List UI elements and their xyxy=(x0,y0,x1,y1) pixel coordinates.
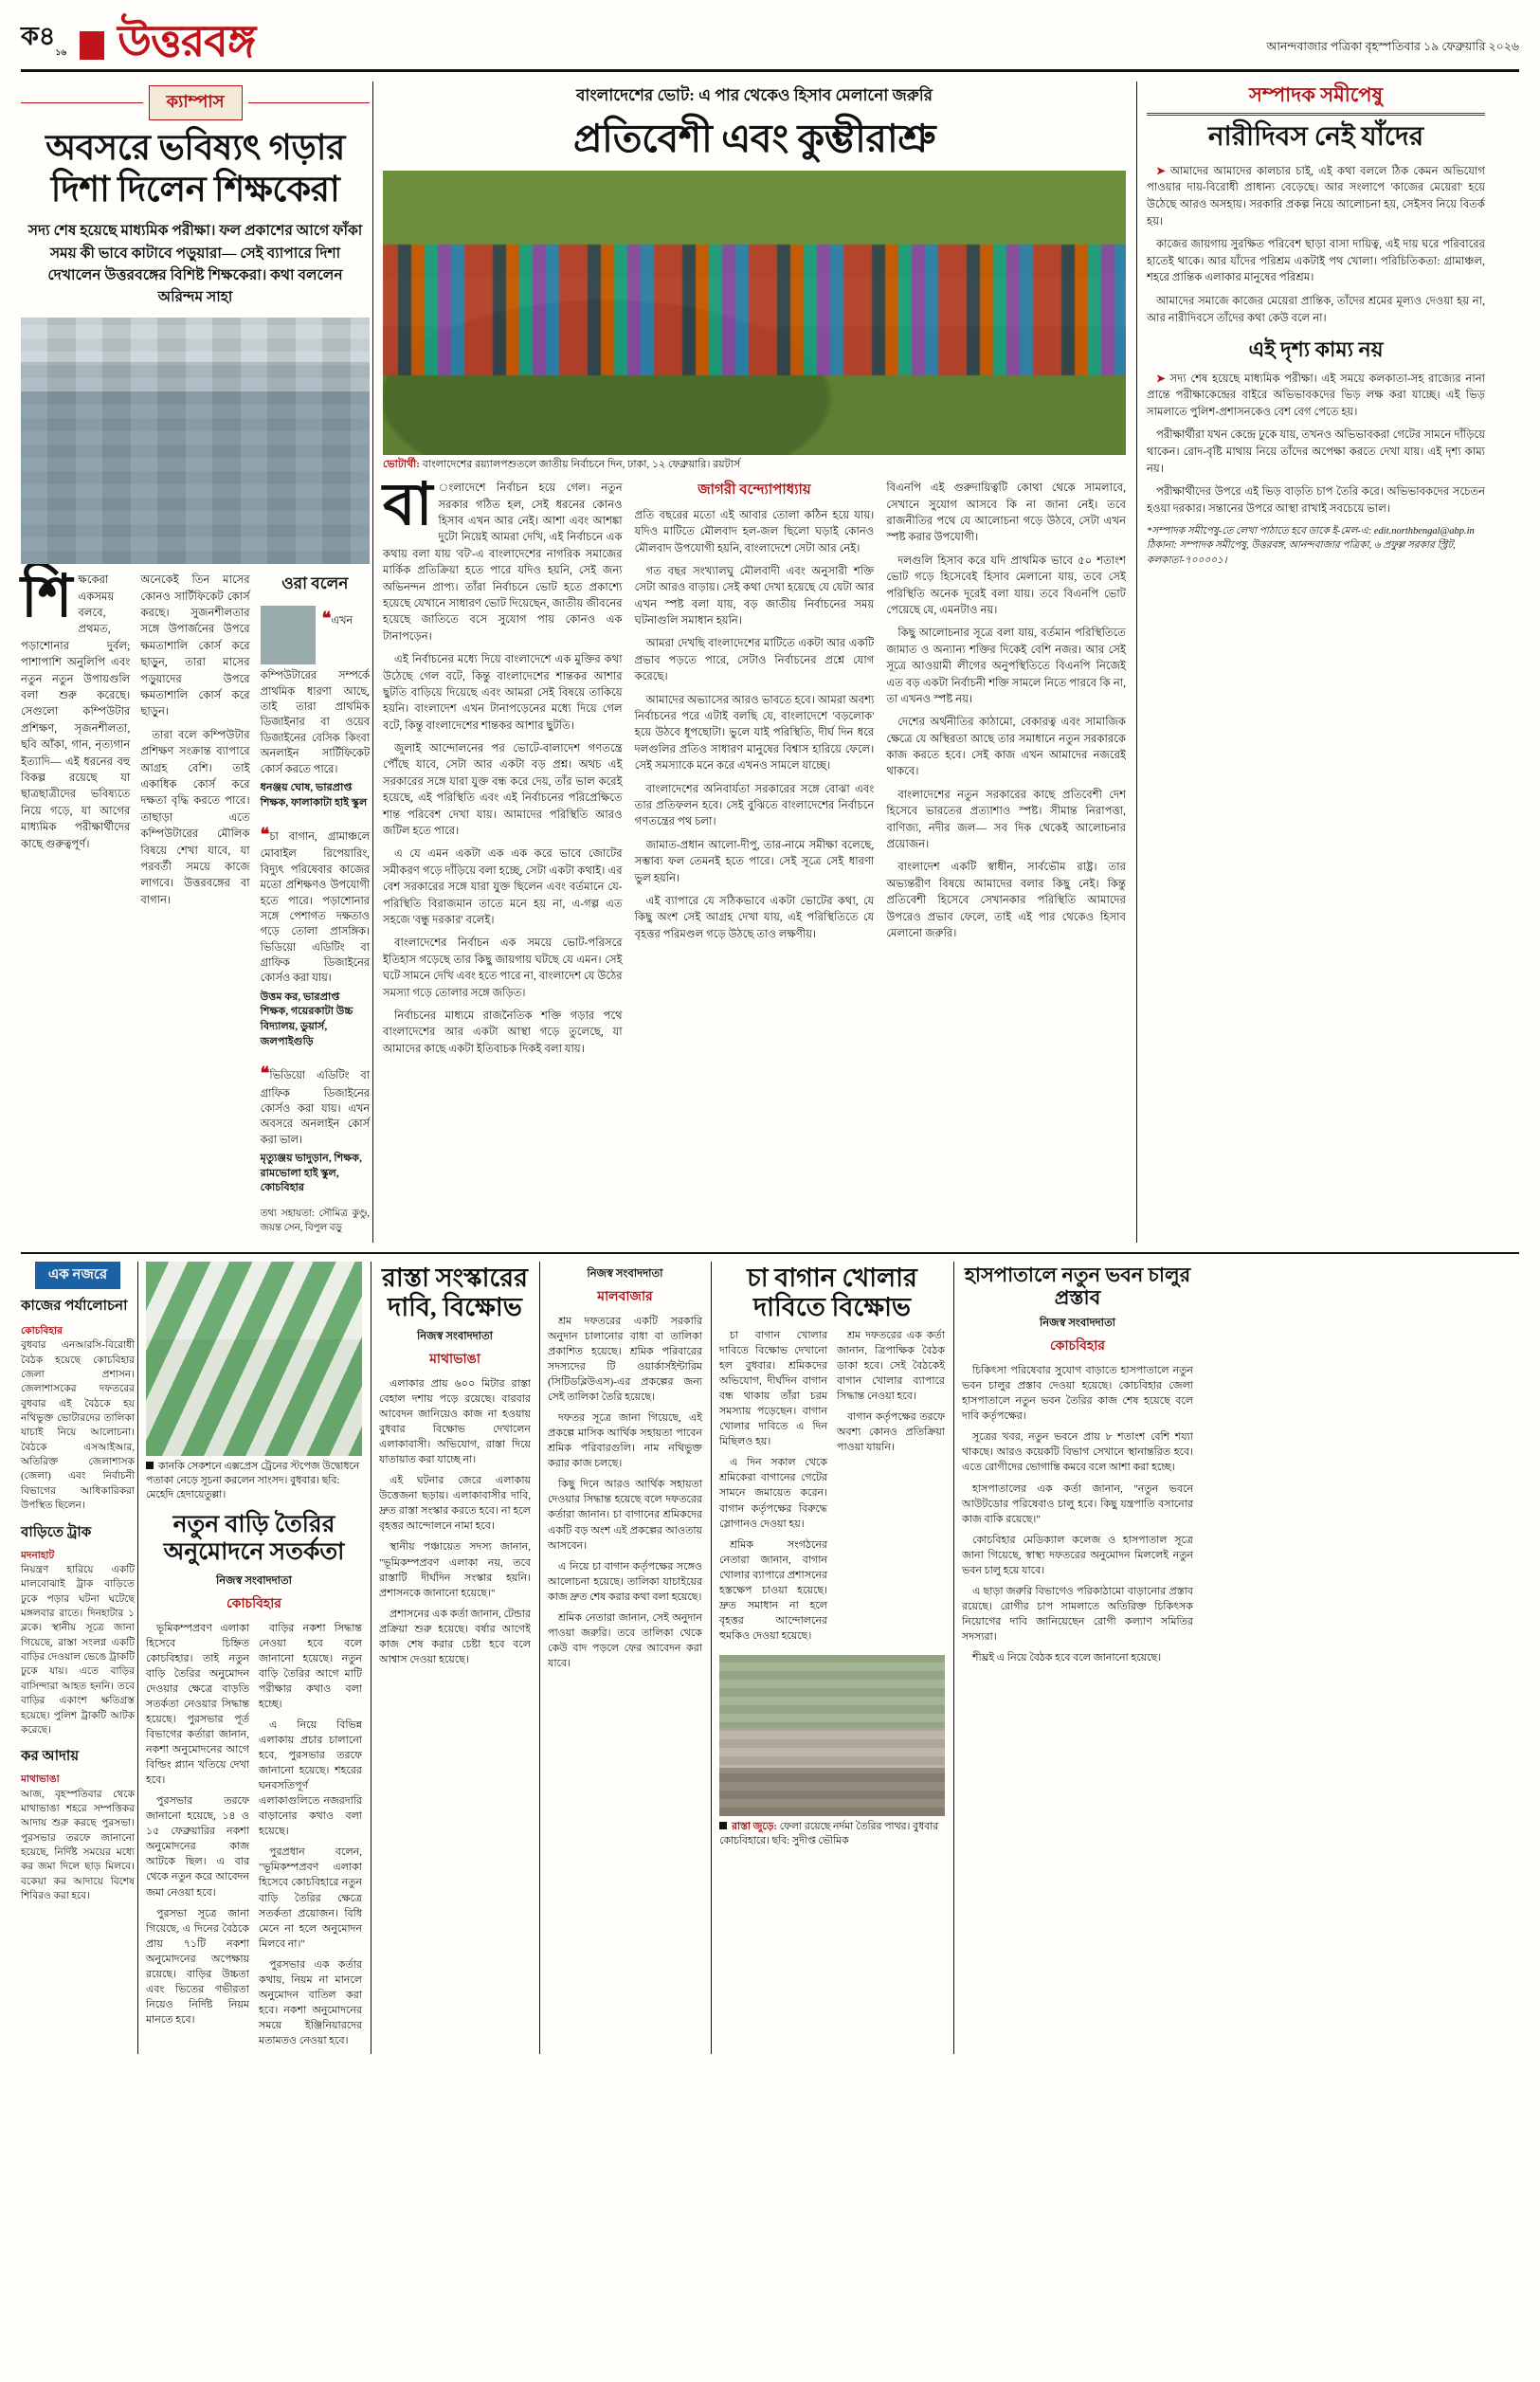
paragraph: এ দিন সকাল থেকে শ্রমিকেরা বাগানের গেটের সামনে জমায়েত করেন। বাগান কর্তৃপক্ষের বিরুদ্ধে স্লোগানও দেওয়া হয়। xyxy=(719,1457,827,1530)
lead-body-col1 xyxy=(383,473,623,1064)
paragraph: পুরসভা সূত্রে জানা গিয়েছে, এ দিনের বৈঠকে প্রায় ৭১টি নকশা অনুমোদনের অপেক্ষায় রয়েছে। বাড়ির উচ্চতা এবং ভিতের গভীরতা নিয়েও নির্দিষ্ট নিয়ম মানতে হবে। xyxy=(146,1907,249,2026)
arrow-icon: ➤ xyxy=(1156,372,1166,385)
campus-paragraph: অনেকেই তিন মাসের কোনও সার্টিফিকেট কোর্স করছে। সুজনশীলতার সঙ্গে উপার্জনের উপরে ক্ষমতাশালি কোর্স করে ছাড়ুন, তারা মাসের পড়ুয়াদের উপরে ক্ষমতাশালি কোর্স করে ছাড়ুন। xyxy=(140,573,250,718)
campus-paragraph: তারা বলে কম্পিউটার প্রশিক্ষণ সংক্রান্ত ব্যাপারে আগ্রহ বেশি। তাই একাধিক কোর্স করে দক্ষতা বৃদ্ধি করতে পারে। তাছাড়া এতে কম্পিউটারের মৌলিক বিষয়ে শেখা যাবে, যা পরবর্তী সময়ে কাজে লাগবে। উত্তরবঙ্গের বা বাগান। xyxy=(140,728,250,906)
dateline-location: মাথাভাঙা xyxy=(429,1352,480,1367)
paragraph: চা বাগান খোলার দাবিতে বিক্ষোভ দেখানো হল বুধবার। শ্রমিকদের অভিযোগ, দীর্ঘদিন বাগান বন্ধ থাকায় তাঁরা চরম সমস্যায় পড়েছেন। বাগান খোলার দাবিতে এ দিন মিছিলও হয়। xyxy=(719,1329,827,1448)
lead-article xyxy=(375,82,1133,1243)
brief-location: মদনাহাট xyxy=(21,1550,55,1561)
campus-paragraph-text: ক্ষকেরা একসময় বলবে, প্রথমত, পড়াশোনার দুর্বল; পাশাপাশি অনুলিপি এবং নতুন নতুন উপায়গুলি বলা শুরু করেছে। সেগুলো কম্পিউটার প্রশিক্ষণ, সৃজনশীলতা, ছবি আঁকা, গান, নৃত্যগান ইত্যাদি— এই ধরনের বহু বিকল্প রয়েছে যা ছাত্রছাত্রীদের ভবিষ্যতে নিয়ে গড়ে, যা আগের মাধ্যমিক পরীক্ষার্থীদের কাছে গুরুত্বপূর্ণ। xyxy=(21,573,131,850)
new-house-body-col2 xyxy=(259,1621,362,2054)
campus-headline: অবসরে ভবিষ্যৎ গড়ার দিশা দিলেন শিক্ষকেরা xyxy=(45,129,345,209)
dateline-location: মালবাজার xyxy=(597,1289,653,1304)
letter-body xyxy=(1147,163,1485,326)
quote-attribution: ধনঞ্জয় ঘোষ, ভারপ্রাপ্ত শিক্ষক, ফালাকাটা হাই স্কুল xyxy=(260,781,368,809)
lead-byline: জাগরী বন্দ্যোপাধ্যায় xyxy=(698,482,811,499)
editorial-letters xyxy=(1139,82,1485,1243)
letter-paragraph-text: আমাদের আমাদের কালচার চাই, এই কথা বললে ঠিক কেমন অভিযোগ পাওয়ার দায়-বিরোধী প্রাধান্য বেড়েছে। আর সংলাপে 'কাজের মেয়েরা' হয়ে উঠেছে আরও অসহায়। সরকারি প্রকল্প নিয়ে আলোচনা হয়, সেইসব নিয়ে বিতর্ক হয়। xyxy=(1147,164,1485,227)
letters-section-title: সম্পাদক সমীপেষু xyxy=(1248,83,1384,106)
page-number xyxy=(21,17,66,65)
masthead-date-line: আনন্দবাজার পত্রিকা বৃহস্পতিবার ১৯ ফেব্রুয়ারি ২০২৬ xyxy=(1266,40,1519,53)
byline-self-correspondent: নিজস্ব সংবাদদাতা xyxy=(587,1267,663,1280)
paragraph: শ্রম দফতরের এক কর্তা জানান, ত্রিপাক্ষিক বৈঠক ডাকা হবে। সেই বৈঠকেই বাগান খোলার ব্যাপারে সিদ্ধান্ত নেওয়া হবে। xyxy=(837,1329,945,1403)
paragraph: কিছু দিনে আরও আর্থিক সহায়তা দেওয়ার সিদ্ধান্ত হয়েছে বলে দফতরের কর্তারা জানান। চা বাগানের শ্রমিকদের একটি বড় অংশ এই প্রকল্পের আওতায় আসবেন। xyxy=(548,1479,702,1552)
briefs-column xyxy=(21,1262,135,2054)
lead-paragraph: আমাদের অভ্যাসের আরও ভাবতে হবে। আমরা অবশ্য নির্বাচনের পরে এটাই বলছি যে, বাংলাদেশে 'বড়লোক' হয়ে উঠবে ধূপছোটা। ভুলে যাই পরিস্থিতি, দীর্ঘ দিন ধরে দলগুলির প্রতিও সাধারণ মানুষের বিশ্বাস হারিয়ে ফেলে। সেই সমস্যাকে মনে করে এখনও সামলে যাচ্ছে। xyxy=(634,693,875,773)
brief-text: বুধবার এনআরসি-বিরোধী বৈঠক হয়েছে কোচবিহার জেলা প্রশাসন। জেলাশাসকের দফতরের বুধবার এই বৈঠকে হয় নথিভুক্ত ভোটারদের তালিকা যাচাই নিয়ে আলোচনা। বৈঠকে এসআইআর, অতিরিক্ত জেলাশাসক (জেলা) এবং নির্বাচনী বিভাগের আধিকারিকরা উপস্থিত ছিলেন। xyxy=(21,1340,135,1512)
paragraph: কোচবিহার মেডিক্যাল কলেজ ও হাসপাতাল সূত্রে জানা গিয়েছে, স্বাস্থ্য দফতরের অনুমোদন মিললেই নতুন ভবন চালু হয়ে যাবে। xyxy=(962,1534,1193,1576)
quote-item xyxy=(261,606,370,810)
lead-headline: প্রতিবেশী এবং কুম্ভীরাশ্রু xyxy=(572,117,936,160)
caption-label: ভোটার্থী: xyxy=(383,459,420,471)
lead-dropcap: বা xyxy=(383,473,433,538)
lead-paragraph: বাংলাদেশ একটি স্বাধীন, সার্বভৌম রাষ্ট্র। তার অভ্যন্তরীণ বিষয়ে আমাদের বলার কিছু নেই। কিন্তু প্রতিবেশী হিসেবে সেখানকার পরিস্থিতি আমাদের উপরেও প্রভাব ফেলে, তাই এই পার থেকেও হিসাব মেলানো জরুরি। xyxy=(886,861,1126,939)
tea-headline: চা বাগান খোলার দাবিতে বিক্ষোভ xyxy=(747,1263,917,1321)
quote-item xyxy=(261,822,370,1049)
lead-paragraph: প্রতি বছরের মতো এই আবার তোলা কঠিন হয়ে যায়। যদিও মাটিতে মৌলবাদ হল-জল ছিলো ঘড়াই কোনও মৌলবাদ উপযোগী হয়নি, বাংলাদেশে সেটা আর নেই। xyxy=(634,508,875,555)
lead-paragraph: কিছু আলোচনার সূত্রে বলা যায়, বর্তমান পরিস্থিতিতে জামাত ও অন্যান্য শক্তির দিকেই বেশি নজর। আর সেই সূত্রে আওয়ামী লীগের অনুপস্থিতিতে বিএনপি নিজেই এত বড় একটা নির্বাচনী শক্তি সামলে নিতে পারবে কি না, তা এখনও স্পষ্ট নয়। xyxy=(886,627,1126,705)
tea-body-col1 xyxy=(719,1328,827,1649)
column-divider xyxy=(953,1262,954,2054)
letter-headline: নারীদিবস নেই যাঁদের xyxy=(1207,122,1424,153)
paragraph: শীঘ্রই এ নিয়ে বৈঠক হবে বলে জানানো হয়েছে। xyxy=(972,1651,1162,1664)
campus-photo xyxy=(21,318,370,564)
briefs-ribbon xyxy=(21,1262,135,1289)
paragraph: সূত্রের খবর, নতুন ভবনে প্রায় ৮ শতাংশ বেশি শয্যা থাকছে। আরও কয়েকটি বিভাগ সেখানে স্থানান্তরিত হবে। এতে রোগীদের ভোগান্তি কমবে বলে আশা করা হচ্ছে। xyxy=(962,1431,1193,1474)
paragraph: শ্রমিক সংগঠনের নেতারা জানান, বাগান খোলার ব্যাপারে প্রশাসনের হস্তক্ষেপ চাওয়া হয়েছে। দ্রুত সমাধান না হলে বৃহত্তর আন্দোলনের হুমকিও দেওয়া হয়েছে। xyxy=(719,1538,827,1642)
campus-dropcap: শি xyxy=(21,565,73,630)
paragraph: দফতর সূত্রে জানা গিয়েছে, এই প্রকল্পে মাসিক আর্থিক সহায়তা পাবেন শ্রমিক পরিবারগুলি। নাম নথিভুক্ত করার কাজ চলছে। xyxy=(548,1412,702,1470)
brief-text: আজ, বৃহস্পতিবার থেকে মাথাভাঙা শহরে সম্পত্তিকর আদায় শুরু করছে পুরসভা। পুরসভার তরফে জানানো হয়েছে, নির্দিষ্ট সময়ের মধ্যে কর জমা দিলে ছাড় মিলবে। বকেয়া কর আদায়ে বিশেষ শিবিরও করা হবে। xyxy=(21,1789,135,1902)
brief-item xyxy=(21,1773,135,1903)
section-divider xyxy=(21,1252,1519,1254)
lead-kicker: বাংলাদেশের ভোট: এ পার থেকেও হিসাব মেলানো জরুরি xyxy=(575,86,933,104)
malbazar-article xyxy=(542,1262,708,2054)
new-house-headline: নতুন বাড়ি তৈরির অনুমোদনে সতর্কতা xyxy=(163,1512,345,1565)
letter-body-2 xyxy=(1147,371,1485,518)
lead-paragraph: নির্বাচনের মাধ্যমে রাজনৈতিক শক্তি গড়ার পথে বাংলাদেশের আর একটা আস্থা গড়ে তুলেছে, যা আমাদের কাছে একটা ইতিবাচক দিকই বলা যায়। xyxy=(383,1009,623,1055)
quote-mark-icon: ❝ xyxy=(321,609,332,628)
lead-body-col2 xyxy=(635,480,875,1064)
letters-contact-note: *সম্পাদক সমীপেষু-তে লেখা পাঠাতে হবে ডাকে ই-মেল-এ: edit.northbengal@abp.in ঠিকানা: সম্পাদক সমীপেষু, উত্তরবঙ্গ, আনন্দবাজার পত্রিকা, ৬ প্রফুল্ল সরকার স্ট্রিট, কলকাতা-৭০০০০১। xyxy=(1147,525,1475,567)
page-number-text: ক৪ xyxy=(21,22,56,50)
quote-body: চা বাগান, গ্রামাঞ্চলে মোবাইল রিপেয়ারিং, বিদ্যুৎ পরিষেবার কাজের মতো প্রশিক্ষণও উপযোগী হতে পারে। পড়াশোনার সঙ্গে পেশাগত দক্ষতাও গড়ে তোলা প্রাসঙ্গিক। ভিডিয়ো এডিটিং বা গ্রাফিক ডিজাইনের কোর্সও করা যায়। xyxy=(260,831,370,985)
briefs-title: কাজের পর্যালোচনা xyxy=(21,1298,128,1314)
paragraph: পুরসভার এক কর্তার কথায়, নিয়ম না মানলে অনুমোদন বাতিল করা হবে। নকশা অনুমোদনের সময়ে ইঞ্জিনিয়ারদের মতামতও নেওয়া হবে। xyxy=(259,1958,362,2046)
column-divider xyxy=(711,1262,712,2054)
road-photo-caption xyxy=(719,1820,945,1848)
quote-item xyxy=(261,1061,370,1196)
letter-paragraph-text: সদ্য শেষ হয়েছে মাধ্যমিক পরীক্ষা। এই সময়ে কলকাতা-সহ রাজ্যের নানা প্রান্তে পরীক্ষাকেন্দ্রের বাইরে অভিভাবকদের ভিড় লক্ষ করা যাচ্ছে। এই ভিড় সামলাতে পুলিশ-প্রশাসনকেও বেশ বেগ পেতে হয়। xyxy=(1147,372,1486,418)
letter-paragraph: আমাদের সমাজে কাজের মেয়েরা প্রান্তিক, তাঁদের শ্রমের মূল্যও দেওয়া হয় না, আর নারীদিবসে তাঁদের কথা কেউ বলে না। xyxy=(1147,295,1485,324)
brief-location: মাথাভাঙা xyxy=(21,1774,60,1786)
lead-photo-caption xyxy=(383,458,1126,472)
quote-body: ভিডিয়ো এডিটিং বা গ্রাফিক ডিজাইনের কোর্সও করা যায়। এখন অবসরে অনলাইন কোর্স করা ভাল। xyxy=(260,1070,370,1146)
caption-text: ফেলা রয়েছে নর্দমা তৈরির পাথর। বুধবার কোচবিহারে। ছবি: সুদীপ্ত ভৌমিক xyxy=(719,1820,939,1847)
brief-item xyxy=(21,1549,135,1738)
brief-heading: কর আদায় xyxy=(21,1749,80,1765)
campus-ribbon-label: ক্যাম্পাস xyxy=(149,85,243,120)
paragraph: প্রশাসনের এক কর্তা জানান, টেন্ডার প্রক্রিয়া শুরু হয়েছে। বর্ষার আগেই কাজ শেষ করার চেষ্টা হবে বলে আশ্বাস দেওয়া হয়েছে। xyxy=(379,1608,531,1665)
dateline-location: কোচবিহার xyxy=(1049,1339,1105,1355)
caption-text: কানকি সেকশনে এক্সপ্রেস ট্রেনের স্টপেজ উদ্বোধনে পতাকা নেড়ে সূচনা করলেন সাংসদ। বুধবার। ছবি: মেহেদি হেদায়েতুল্লা। xyxy=(146,1460,360,1501)
road-headline: রাস্তা সংস্কারের দাবি, বিক্ষোভ xyxy=(382,1263,528,1321)
letters-divider xyxy=(1147,113,1485,116)
brief-heading: বাড়িতে ট্রাক xyxy=(21,1524,92,1540)
paragraph: বাড়ির নকশা সিদ্ধান্ত নেওয়া হবে বলে জানানো হয়েছে। নতুন বাড়ি তৈরির আগে মাটি পরীক্ষার কথাও বলা হচ্ছে। xyxy=(259,1622,362,1710)
byline-self-correspondent: নিজস্ব সংবাদদাতা xyxy=(1040,1318,1115,1330)
tea-body-col2 xyxy=(837,1328,945,1649)
tea-garden-article xyxy=(714,1262,951,2054)
quote-attribution: মৃত্যুঞ্জয় ভাদুড়ান, শিক্ষক, রামভোলা হাই স্কুল, কোচবিহার xyxy=(260,1153,362,1194)
quote-credits: তথ্য সহায়তা: সৌমিত্র কুণ্ডু, জয়ন্ত সেন, বিপুল বড়ু xyxy=(260,1209,370,1233)
caption-text: বাংলাদেশের রয়্যালপশুতলে জাতীয় নির্বাচনে দিন, ঢাকা, ১২ ফেব্রুয়ারি। রয়টার্স xyxy=(419,459,741,471)
road-article xyxy=(373,1262,536,2054)
quote-text xyxy=(261,1061,370,1148)
square-bullet-icon xyxy=(146,1462,154,1469)
letter-subhead: এই দৃশ্য কাম্য নয় xyxy=(1248,337,1384,362)
column-divider xyxy=(372,82,373,1243)
quote-body: এখন কম্পিউটারের সম্পর্কে প্রাথমিক ধারণা আছে, তাই তারা প্রাথমিক ডিজাইনার বা ওয়েব ডিজাইনের বেসিক কিংবা অনলাইন সার্টিফিকেট কোর্স করতে পারে। xyxy=(260,615,370,775)
lead-paragraph: এ যে এমন একটা এক এক করে ভাবে জোটের সমীকরণ গড়ে দাঁড়িয়ে বলা হচ্ছে, সেটা একটা কথাই। এর বেশ সরকারের সঙ্গে যারা যুক্ত ছিলেন এবং বর্তমানে যে-পরিস্থিতি বিরাজমান তাতে মনে হয় না, এ-গল্প এত সহজে 'বন্ধু দরকার' বলেই। xyxy=(383,847,623,926)
datelint-location: কোচবিহার xyxy=(226,1596,281,1611)
lead-paragraph xyxy=(383,473,623,645)
masthead xyxy=(21,17,1519,72)
road-stones-photo xyxy=(719,1655,945,1816)
paragraph: শ্রম দফতরের একটি সরকারি অনুদান চালানোর বাধা বা তালিকা প্রকাশিত হয়েছে। শ্রমিক পরিবারের সদস্যদের টি ওয়ার্কার্সইন্টারিম (সিটিডব্লিউএস)-এর প্রকল্পের জন্য সেই তালিকা তৈরি হয়েছে। xyxy=(548,1315,702,1404)
top-section-grid xyxy=(21,82,1519,1243)
lead-paragraph: বাংলাদেশের নির্বাচন এক সময়ে ভোট-পরিসরে ইতিহাস গড়েছে তার কিছু জায়গায় ঘটছে যে এমন। সেই ঘটে সামনে দেখি এবং হতে পারে না, বাংলাদেশ যে উঠের সমস্যা গড়ে তোলার সঙ্গে জড়িত। xyxy=(383,936,623,999)
quote-attribution: উত্তম কর, ভারপ্রাপ্ত শিক্ষক, গয়েরকাটা উচ্চ বিদ্যালয়, ডুয়ার্স, জলপাইগুড়ি xyxy=(260,991,353,1047)
quote-text xyxy=(261,822,370,986)
road-body xyxy=(379,1376,531,1667)
column-divider xyxy=(1136,82,1137,1243)
flag-ceremony-photo xyxy=(146,1262,362,1456)
letter-paragraph: পরীক্ষার্থীদের উপরে এই ভিড় বাড়তি চাপ তৈরি করে। অভিভাবকদের সচেতন হওয়া দরকার। সন্তানের উপরে আস্থা রাখাই সবচেয়ে ভাল। xyxy=(1147,485,1485,515)
paragraph: এলাকার প্রায় ৬০০ মিটার রাস্তা বেহাল দশায় পড়ে রয়েছে। বারবার আবেদন জানিয়েও কাজ না হওয়ায় বুধবার বিক্ষোভ দেখালেন এলাকাবাসী। অভিযোগ, রাস্তা দিয়ে যাতায়াত করা যাচ্ছে না। xyxy=(379,1377,531,1466)
paragraph: এ নিয়ে বিভিন্ন এলাকায় প্রচার চালানো হবে, পুরসভার তরফে জানানো হয়েছে। শহরের ঘনবসতিপূর্ণ এলাকাগুলিতে নজরদারি বাড়ানোর কথাও বলা হয়েছে। xyxy=(259,1719,362,1838)
campus-ribbon xyxy=(21,85,370,120)
campus-paragraph xyxy=(21,565,131,852)
caption-label: রাস্তা জুড়ে: xyxy=(732,1820,777,1832)
masthead-title: উত্তরবঙ্গ xyxy=(118,17,256,65)
quote-portrait xyxy=(261,606,316,664)
hospital-article xyxy=(956,1262,1193,2054)
hospital-body xyxy=(962,1363,1193,1665)
paragraph: এ নিয়ে চা বাগান কর্তৃপক্ষের সঙ্গেও আলোচনা হয়েছে। তালিকা যাচাইয়ের কাজ দ্রুত শেষ করার কথা বলা হয়েছে। xyxy=(548,1560,702,1603)
paragraph: এই ঘটনার জেরে এলাকায় উত্তেজনা ছড়ায়। এলাকাবাসীর দাবি, দ্রুত রাস্তা সংস্কার করতে হবে। না হলে বৃহত্তর আন্দোলনে নামা হবে। xyxy=(379,1475,531,1533)
paragraph: পুরপ্রধান বলেন, "ভূমিকম্পপ্রবণ এলাকা হিসেবে কোচবিহারে নতুন বাড়ি তৈরির ক্ষেত্রে সতর্কতা প্রয়োজন। বিধি মেনে না হলে অনুমোদন মিলবে না।" xyxy=(259,1846,362,1950)
lead-photo xyxy=(383,171,1126,455)
campus-body-col1 xyxy=(21,565,131,1236)
brief-location: কোচবিহার xyxy=(21,1325,63,1336)
bottom-section-grid xyxy=(21,1262,1519,2054)
lead-paragraph: এই ব্যাপারে যে সঠিকভাবে একটা ভোটের কথা, যে কিছু অংশ সেই আগ্রহ দেখা যায়, এই পরিস্থিতিতে যে বৃহত্তর পরিমণ্ডল গড়ে উঠছে তাও লক্ষণীয়। xyxy=(634,894,875,940)
flag-photo-caption xyxy=(146,1460,362,1502)
campus-kicker: সদ্য শেষ হয়েছে মাধ্যমিক পরীক্ষা। ফল প্রকাশের আগে ফাঁকা সময় কী ভাবে কাটাবে পড়ুয়ারা— সেই ব্যাপারে দিশা দেখালেন উত্তরবঙ্গের বিশিষ্ট শিক্ষকেরা। কথা বললেন অরিন্দম সাহা xyxy=(27,223,363,306)
letter-paragraph xyxy=(1147,163,1485,229)
campus-quotes xyxy=(261,572,370,1236)
page-number-sub: ১৬ xyxy=(55,47,67,57)
lead-paragraph: দেশের অর্থনীতির কাঠামো, বেকারত্ব এবং সামাজিক ক্ষেত্রে যে অস্থিরতা আছে তার সমাধানে নতুন সরকারকে কাজ করতে হবে। সেই কাজ এখন আমাদের নজরেই থাকবে। xyxy=(886,716,1126,778)
letter-paragraph: কাজের জায়গায় সুরক্ষিত পরিবেশ ছাড়া বাসা দায়িত্ব, এই দায় ঘরে পরিবারের হাতেই থাকে। আর যাঁদের পরিশ্রম একটাই পথ খোলা। পরিচিতিকতা: গ্রামাঞ্চল, শহরে প্রান্তিক এলাকার মানুষের পরিশ্রম। xyxy=(1147,238,1485,284)
paragraph: এ ছাড়া জরুরি বিভাগেও পরিকাঠামো বাড়ানোর প্রস্তাব রয়েছে। রোগীর চাপ সামলাতে অতিরিক্ত চিকিৎসক নিয়োগের দাবি জানিয়েছেন রোগী কল্যাণ সমিতির সদস্যরা। xyxy=(962,1585,1193,1643)
arrow-icon: ➤ xyxy=(1156,164,1166,177)
paragraph: চিকিৎসা পরিষেবার সুযোগ বাড়াতে হাসপাতালে নতুন ভবন চালুর প্রস্তাব দেওয়া হয়েছে। কোচবিহার জেলা হাসপাতালে নতুন ভবন তৈরির কাজ শেষ হয়েছে বলে দাবি কর্তৃপক্ষের। xyxy=(962,1365,1193,1423)
quote-mark-icon: ❝ xyxy=(260,1064,270,1083)
lead-paragraph: বাংলাদেশের নতুন সরকারের কাছে প্রতিবেশী দেশ হিসেবে ভারতের প্রত্যাশাও স্পষ্ট। সীমান্ত নিরাপত্তা, বাণিজ্য, নদীর জল— সব দিক থেকেই আলোচনার প্রয়োজন। xyxy=(886,788,1126,851)
column-divider xyxy=(539,1262,540,2054)
letter-paragraph xyxy=(1147,371,1485,421)
lead-paragraph: গত বছর সংখ্যালঘু মৌলবাদী এবং অনুসারী শক্তি সেটা আরও বাড়ায়। সেই কথা দেখা হয়েছে যে যেটা আর এখন স্পষ্ট বলা যায়, বড় জাতীয় নির্বাচনের সময় ঘটনাগুলি সমাধান হয়নি। xyxy=(634,564,875,627)
brief-item xyxy=(21,1324,135,1514)
paragraph: স্থানীয় পঞ্চায়েত সদস্য জানান, "ভূমিকম্পপ্রবণ এলাকা নয়, তবে রাস্তাটি দীর্ঘদিন সংস্কার হয়নি। প্রশাসনকে জানানো হয়েছে।" xyxy=(379,1541,531,1599)
paragraph: বাগান কর্তৃপক্ষের তরফে অবশ্য কোনও প্রতিক্রিয়া পাওয়া যায়নি। xyxy=(837,1411,945,1454)
lead-paragraph: জুলাই আন্দোলনের পর ভোটে-বালাদেশ গণতন্ত্রে পৌঁছে যাবে, সেটা আর একটা বড় প্রশ্ন। অথচ এই সরকারের সঙ্গে যারা যুক্ত বন্ধ করে দেয়, তাঁর ভাল করেই হয়েছে, এই পরিস্থিতি এবং এই নির্বাচনের পরিপ্রেক্ষিতে শান্ত পরিবেশ দেখা যায়। আমাদের পরিস্থিতি আরও জটিল হতে পারে। xyxy=(383,742,623,838)
lead-paragraph: দলগুলি হিসাব করে যদি প্রাথমিক ভাবে ৫০ শতাংশ ভোট গড়ে হিসেবেই হিসাব মেলানো যায়, তবে সেই পরিস্থিতি অনেক দূরেই বলা যায়। তবে বিএনপি ভোট পেয়েছে যে, এমনটাও নয়। xyxy=(886,554,1126,616)
new-house-body-col1 xyxy=(146,1621,249,2054)
lead-body-col3 xyxy=(886,480,1126,1064)
lead-paragraph-text: ংলাদেশে নির্বাচন হয়ে গেল। নতুন সরকার গঠিত হল, সেই ধরনের কোনও হিসাব এখন আর নেই। আশা এবং আশঙ্কা দুটো নিয়েই আমরা দেখি, এই নির্বাচনে এক কথায় বলা যায় 'বট'-এ বাংলাদেশের নাগরিক সমাজের মার্কিক প্রতিক্রিয়া হতে পারে যদিও হয়নি, সেই জন্য অভিনন্দন প্রাপ্য। তাঁরা নির্বাচনে ভোট হতে প্রকাশ্যে হয়েছে যেখানে সাধারণ ভোট দিয়েছেন, জাতীয় জীবনের হয়েছে জাতিতে বসে সুযোগ পায় কোনও এক টানাপড়েন। xyxy=(383,482,623,643)
lead-paragraph: বিএনপি এই গুরুদায়িত্বটি কোথা থেকে সামলাবে, সেখানে সুযোগ আসবে কি না জানা নেই। তবে রাজনীতির পথে যে আলোচনা গড়ে উঠবে, সেটা এখন স্পষ্ট করার উপযোগী। xyxy=(886,482,1126,544)
malbazar-body xyxy=(548,1314,702,1671)
lead-paragraph: আমরা দেখছি বাংলাদেশের মাটিতে একটা আর একটি প্রভাব পড়তে পারে, সেটাও নির্বাচনের প্রশ্নে যোগ করেছে। xyxy=(634,637,875,683)
campus-article xyxy=(21,82,370,1243)
lead-paragraph: জামাত-প্রধান আলো-দীপু, তার-নামে সমীক্ষা বলেছে, সম্ভাব্য ফল তেমনই হতে পারে। সেই সূত্রে সেই ধারণা ভুল হয়নি। xyxy=(634,838,875,884)
square-bullet-icon xyxy=(719,1822,727,1829)
briefs-ribbon-label: এক নজরে xyxy=(35,1262,120,1289)
hospital-headline: হাসপাতালে নতুন ভবন চালুর প্রস্তাব xyxy=(964,1263,1191,1310)
quotes-title: ওরা বলেন xyxy=(281,574,349,593)
paragraph: পুরসভার তরফে জানানো হয়েছে, ১৪ ও ১৫ ফেব্রুয়ারির নকশা অনুমোদনের কাজ আটকে ছিল। এ বার থেকে নতুন করে আবেদন জমা নেওয়া হবে। xyxy=(146,1795,249,1899)
byline-self-correspondent: নিজস্ব সংবাদদাতা xyxy=(216,1574,292,1587)
masthead-left xyxy=(21,17,255,65)
paragraph: হাসপাতালের এক কর্তা জানান, "নতুন ভবনে আউটডোর পরিষেবাও চালু হবে। কিছু যন্ত্রপাতি বসানোর কাজ বাকি রয়েছে।" xyxy=(962,1482,1193,1525)
column-divider xyxy=(137,1262,138,2054)
paragraph: ভূমিকম্পপ্রবণ এলাকা হিসেবে চিহ্নিত কোচবিহার। তাই নতুন বাড়ি তৈরির অনুমোদন দেওয়ার ক্ষেত্রে বাড়তি সতর্কতা নেওয়ার সিদ্ধান্ত হয়েছে। পুরসভার পূর্ত বিভাগের কর্তারা জানান, নকশা অনুমোদনের আগে বিল্ডিং প্ল্যান খতিয়ে দেখা হবে। xyxy=(146,1622,249,1787)
quote-mark-icon: ❝ xyxy=(260,825,270,845)
lead-paragraph: এই নির্বাচনের মধ্যে দিয়ে বাংলাদেশে এক মুক্তির কথা উঠেছে গেল বটে, কিন্তু বাংলাদেশের শান্তকর আশার ছুটতি বাড়িয়ে দিয়েছে এবং আমরা সেই বিষয়ে তাকিয়ে হয়নি। বাংলাদেশ এখন টানাপড়েনের মধ্যে দিয়ে গেল বটে, কিন্তু বাংলাদেশের শান্তকর আশার ছুটতি। xyxy=(383,653,623,732)
red-bar-decoration xyxy=(80,31,104,60)
letter-paragraph: পরীক্ষার্থীরা যখন কেন্দ্রে ঢুকে যায়, তখনও অভিভাবকরা গেটের সামনে দাঁড়িয়ে থাকেন। রোদ-বৃষ্টি মাথায় নিয়ে তাঁদের অপেক্ষা করতে দেখা যায়। এই দৃশ্য কাম্য নয়। xyxy=(1147,428,1485,475)
paragraph: শ্রমিক নেতারা জানান, সেই অনুদান পাওয়া জরুরি। তবে তালিকা থেকে কেউ বাদ পড়লে ফের আবেদন করা যাবে। xyxy=(548,1611,702,1669)
campus-body-col2 xyxy=(140,572,249,1236)
byline-self-correspondent: নিজস্ব সংবাদদাতা xyxy=(417,1330,493,1342)
new-house-article xyxy=(140,1262,368,2054)
lead-paragraph: বাংলাদেশের অনিবার্যতা সরকারের সঙ্গে বোঝা এবং তার প্রতিফলন হবে। সেই বুঝিতে বাংলাদেশের নির্বাচনে গণতন্ত্রের পথ চলা। xyxy=(634,782,875,828)
brief-text: নিয়ন্ত্রণ হারিয়ে একটি মালবোঝাই ট্রাক বাড়িতে ঢুকে পড়ার ঘটনা ঘটেছে মঙ্গলবার রাতে। দিনহাটার ১ ব্লকে। স্থানীয় সূত্রে জানা গিয়েছে, রাস্তা সংলগ্ন একটি বাড়ির দেওয়াল ভেঙে ট্রাকটি ঢুকে যায়। এতে বাড়ির বাসিন্দারা আহত হননি। তবে বাড়ির একাংশ ক্ষতিগ্রস্ত হয়েছে। পুলিশ ট্রাকটি আটক করেছে। xyxy=(21,1564,135,1736)
